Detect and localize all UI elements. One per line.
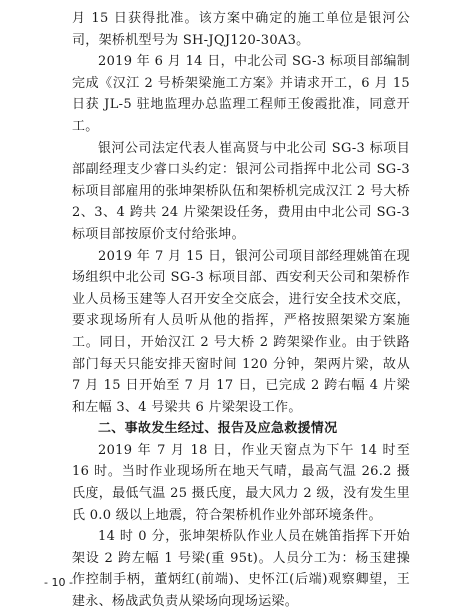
paragraph-construction-plan: 2019 年 6 月 14 日，中北公司 SG-3 标项目部编制完成《汉江 2 号桥架梁施工方案》并请求开工，6 月 15 日获 JL-5 驻地监理办总监理工程师王俊霞批准，同意开工。 xyxy=(72,54,410,134)
paragraph-safety-briefing: 2019 年 7 月 15 日，银河公司项目部经理姚笛在现场组织中北公司 SG-3 标项目部、西安利天公司和架桥作业人员杨玉建等人召开安全交底会，进行安全技术交底，要求现场所有人员听从他的指挥，严格按照架梁方案施工。同日，开始汉江 2 号大桥 2 跨架梁作业。由于铁路部门每天只能安排天窗时间 120 分钟，架两片梁，故从 7 月 15 日开始至 7 月 17 日，已完成 2 跨右幅 4 片梁和左幅 3、4 号梁共 6 片梁架设工作。 xyxy=(72,248,410,415)
section-heading-accident-process: 二、事故发生经过、报告及应急救援情况 xyxy=(98,421,338,437)
paragraph-approval-continuation: 月 15 日获得批准。该方案中确定的施工单位是银河公司，架桥机型号为 SH-JQJ120-30A3。 xyxy=(72,11,410,48)
page-number: - 10 - xyxy=(44,576,73,589)
paragraph-weather-conditions: 2019 年 7 月 18 日，作业天窗点为下午 14 时至 16 时。当时作业现场所在地天气晴，最高气温 26.2 摄氏度，最低气温 25 摄氏度，最大风力 2 级，没有发生里氏 0.0 级以上地震，符合架桥机作业外部环境条件。 xyxy=(72,442,410,523)
document-body xyxy=(72,8,410,613)
paragraph-verbal-agreement: 银河公司法定代表人崔高贤与中北公司 SG-3 标项目部副经理支少睿口头约定：银河公司指挥中北公司 SG-3 标项目部雇用的张坤架桥队伍和架桥机完成汉江 2 号大桥 2、3、4 跨共 24 片梁架设任务，费用由中北公司 SG-3 标项目部按原价支付给张坤。 xyxy=(72,140,410,242)
paragraph-staff-division: 14 时 0 分，张坤架桥队作业人员在姚笛指挥下开始架设 2 跨左幅 1 号梁(重 95t)。人员分工为：杨玉建操作控制手柄，董炳红(前端)、史怀江(后端)观察卿望，王建永、杨战武负责从梁场向现场运梁。 xyxy=(72,529,410,610)
